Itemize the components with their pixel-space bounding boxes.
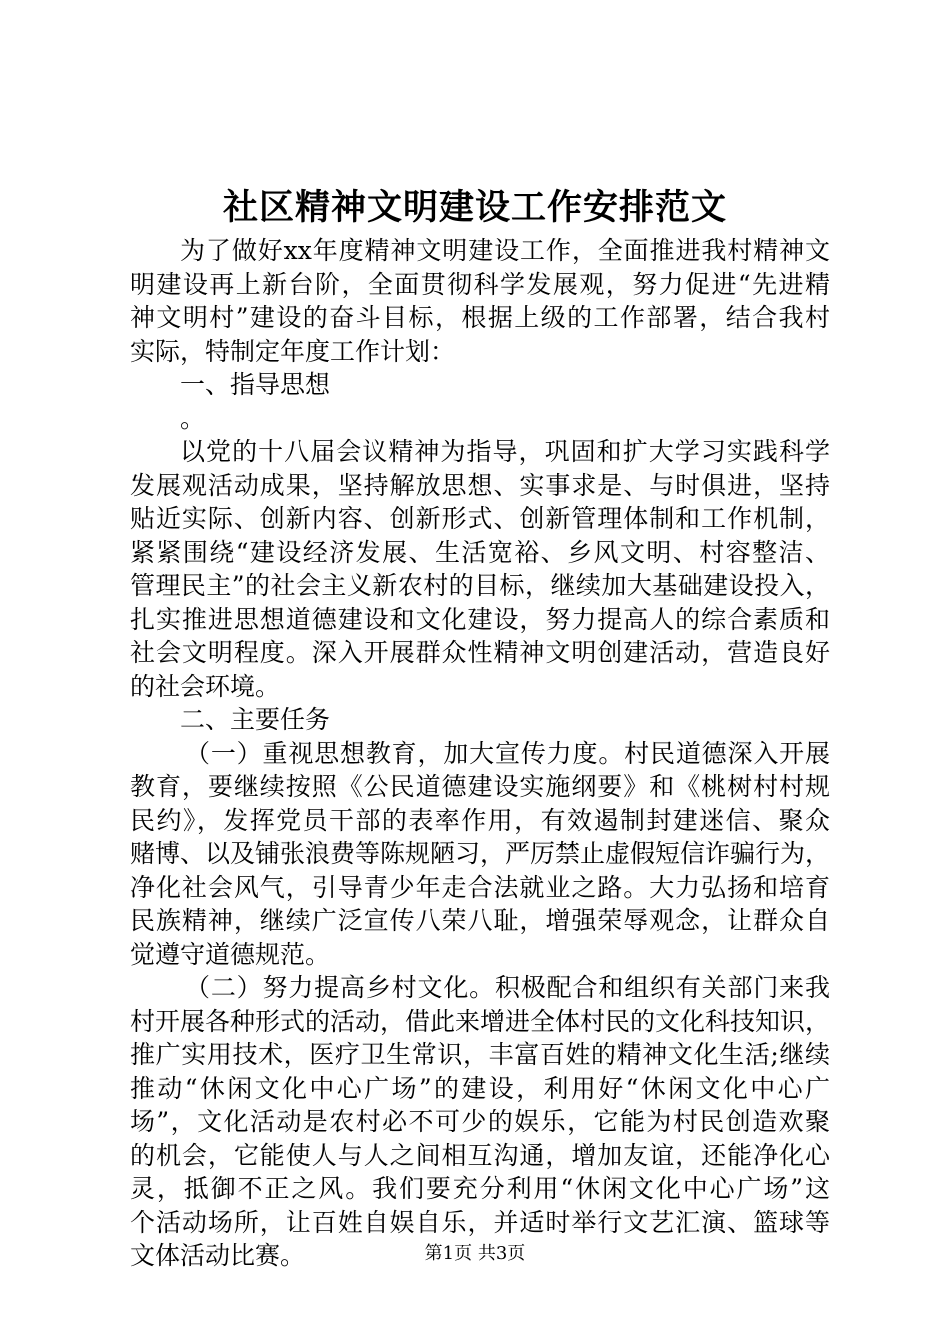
paragraph-line: 神文明村”建设的奋斗目标，根据上级的工作部署，结合我村 [130,303,830,332]
paragraph-line: 觉遵守道德规范。 [130,939,331,969]
paragraph-line: 的社会环境。 [130,671,281,701]
document-body [130,234,830,1273]
paragraph-line: 教育，要继续按照《公民道德建设实施纲要》和《桃树村村规 [130,772,830,801]
paragraph-line: 为了做好xx年度精神文明建设工作，全面推进我村精神文 [180,236,830,265]
paragraph-line: 赌博、以及铺张浪费等陈规陋习，严厉禁止虚假短信诈骗行为， [130,839,831,868]
paragraph-line: 推动“休闲文化中心广场”的建设，利用好“休闲文化中心广 [130,1073,830,1103]
paragraph-line: 村开展各种形式的活动，借此来增进全体村民的文化科技知识， [130,1006,831,1036]
paragraph-line: 明建设再上新台阶，全面贯彻科学发展观，努力促进“先进精 [130,269,830,299]
paragraph-line: 文体活动比赛。 [130,1241,306,1270]
paragraph-line: 个活动场所，让百姓自娱自乐，并适时举行文艺汇演、篮球等 [130,1207,830,1237]
paragraph-line: 管理民主”的社会主义新农村的目标，继续加大基础建设投入， [130,571,830,600]
section-heading: 一、指导思想 [180,370,331,399]
paragraph-line: 推广实用技术，医疗卫生常识，丰富百姓的精神文化生活;继续 [130,1040,830,1069]
document-title: 社区精神文明建设工作安排范文 [222,187,727,228]
page-number-footer: 第1页 共3页 [424,1243,526,1264]
paragraph-line: 场”，文化活动是农村必不可少的娱乐，它能为村民创造欢聚 [130,1107,830,1136]
paragraph-line: 民约》，发挥党员干部的表率作用，有效遏制封建迷信、聚众 [130,805,830,835]
paragraph-line: 紧紧围绕“建设经济发展、生活宽裕、乡风文明、村容整洁、 [130,537,830,567]
paragraph-line: 民族精神，继续广泛宣传八荣八耻，增强荣辱观念，让群众自 [130,906,830,935]
paragraph-line: 发展观活动成果，坚持解放思想、实事求是、与时俱进，坚持 [130,470,830,500]
section-heading: 二、主要任务 [180,705,331,734]
paragraph-line: （二）努力提高乡村文化。积极配合和组织有关部门来我 [185,973,830,1002]
paragraph-line: 贴近实际、创新内容、创新形式、创新管理体制和工作机制， [130,504,830,533]
paragraph-line: 。 [180,403,206,433]
paragraph-line: 净化社会风气，引导青少年走合法就业之路。大力弘扬和培育 [130,872,830,902]
paragraph-line: 的机会，它能使人与人之间相互沟通，增加友谊，还能净化心 [130,1140,830,1170]
paragraph-line: 实际，特制定年度工作计划： [130,336,456,366]
paragraph-line: 扎实推进思想道德建设和文化建设，努力提高人的综合素质和 [130,604,830,634]
paragraph-line: 社会文明程度。深入开展群众性精神文明创建活动，营造良好 [130,638,830,667]
paragraph-line: 以党的十八届会议精神为指导，巩固和扩大学习实践科学 [180,437,830,466]
paragraph-line: 灵，抵御不正之风。我们要充分利用“休闲文化中心广场”这 [130,1174,830,1203]
paragraph-line: （一）重视思想教育，加大宣传力度。村民道德深入开展 [185,738,830,768]
